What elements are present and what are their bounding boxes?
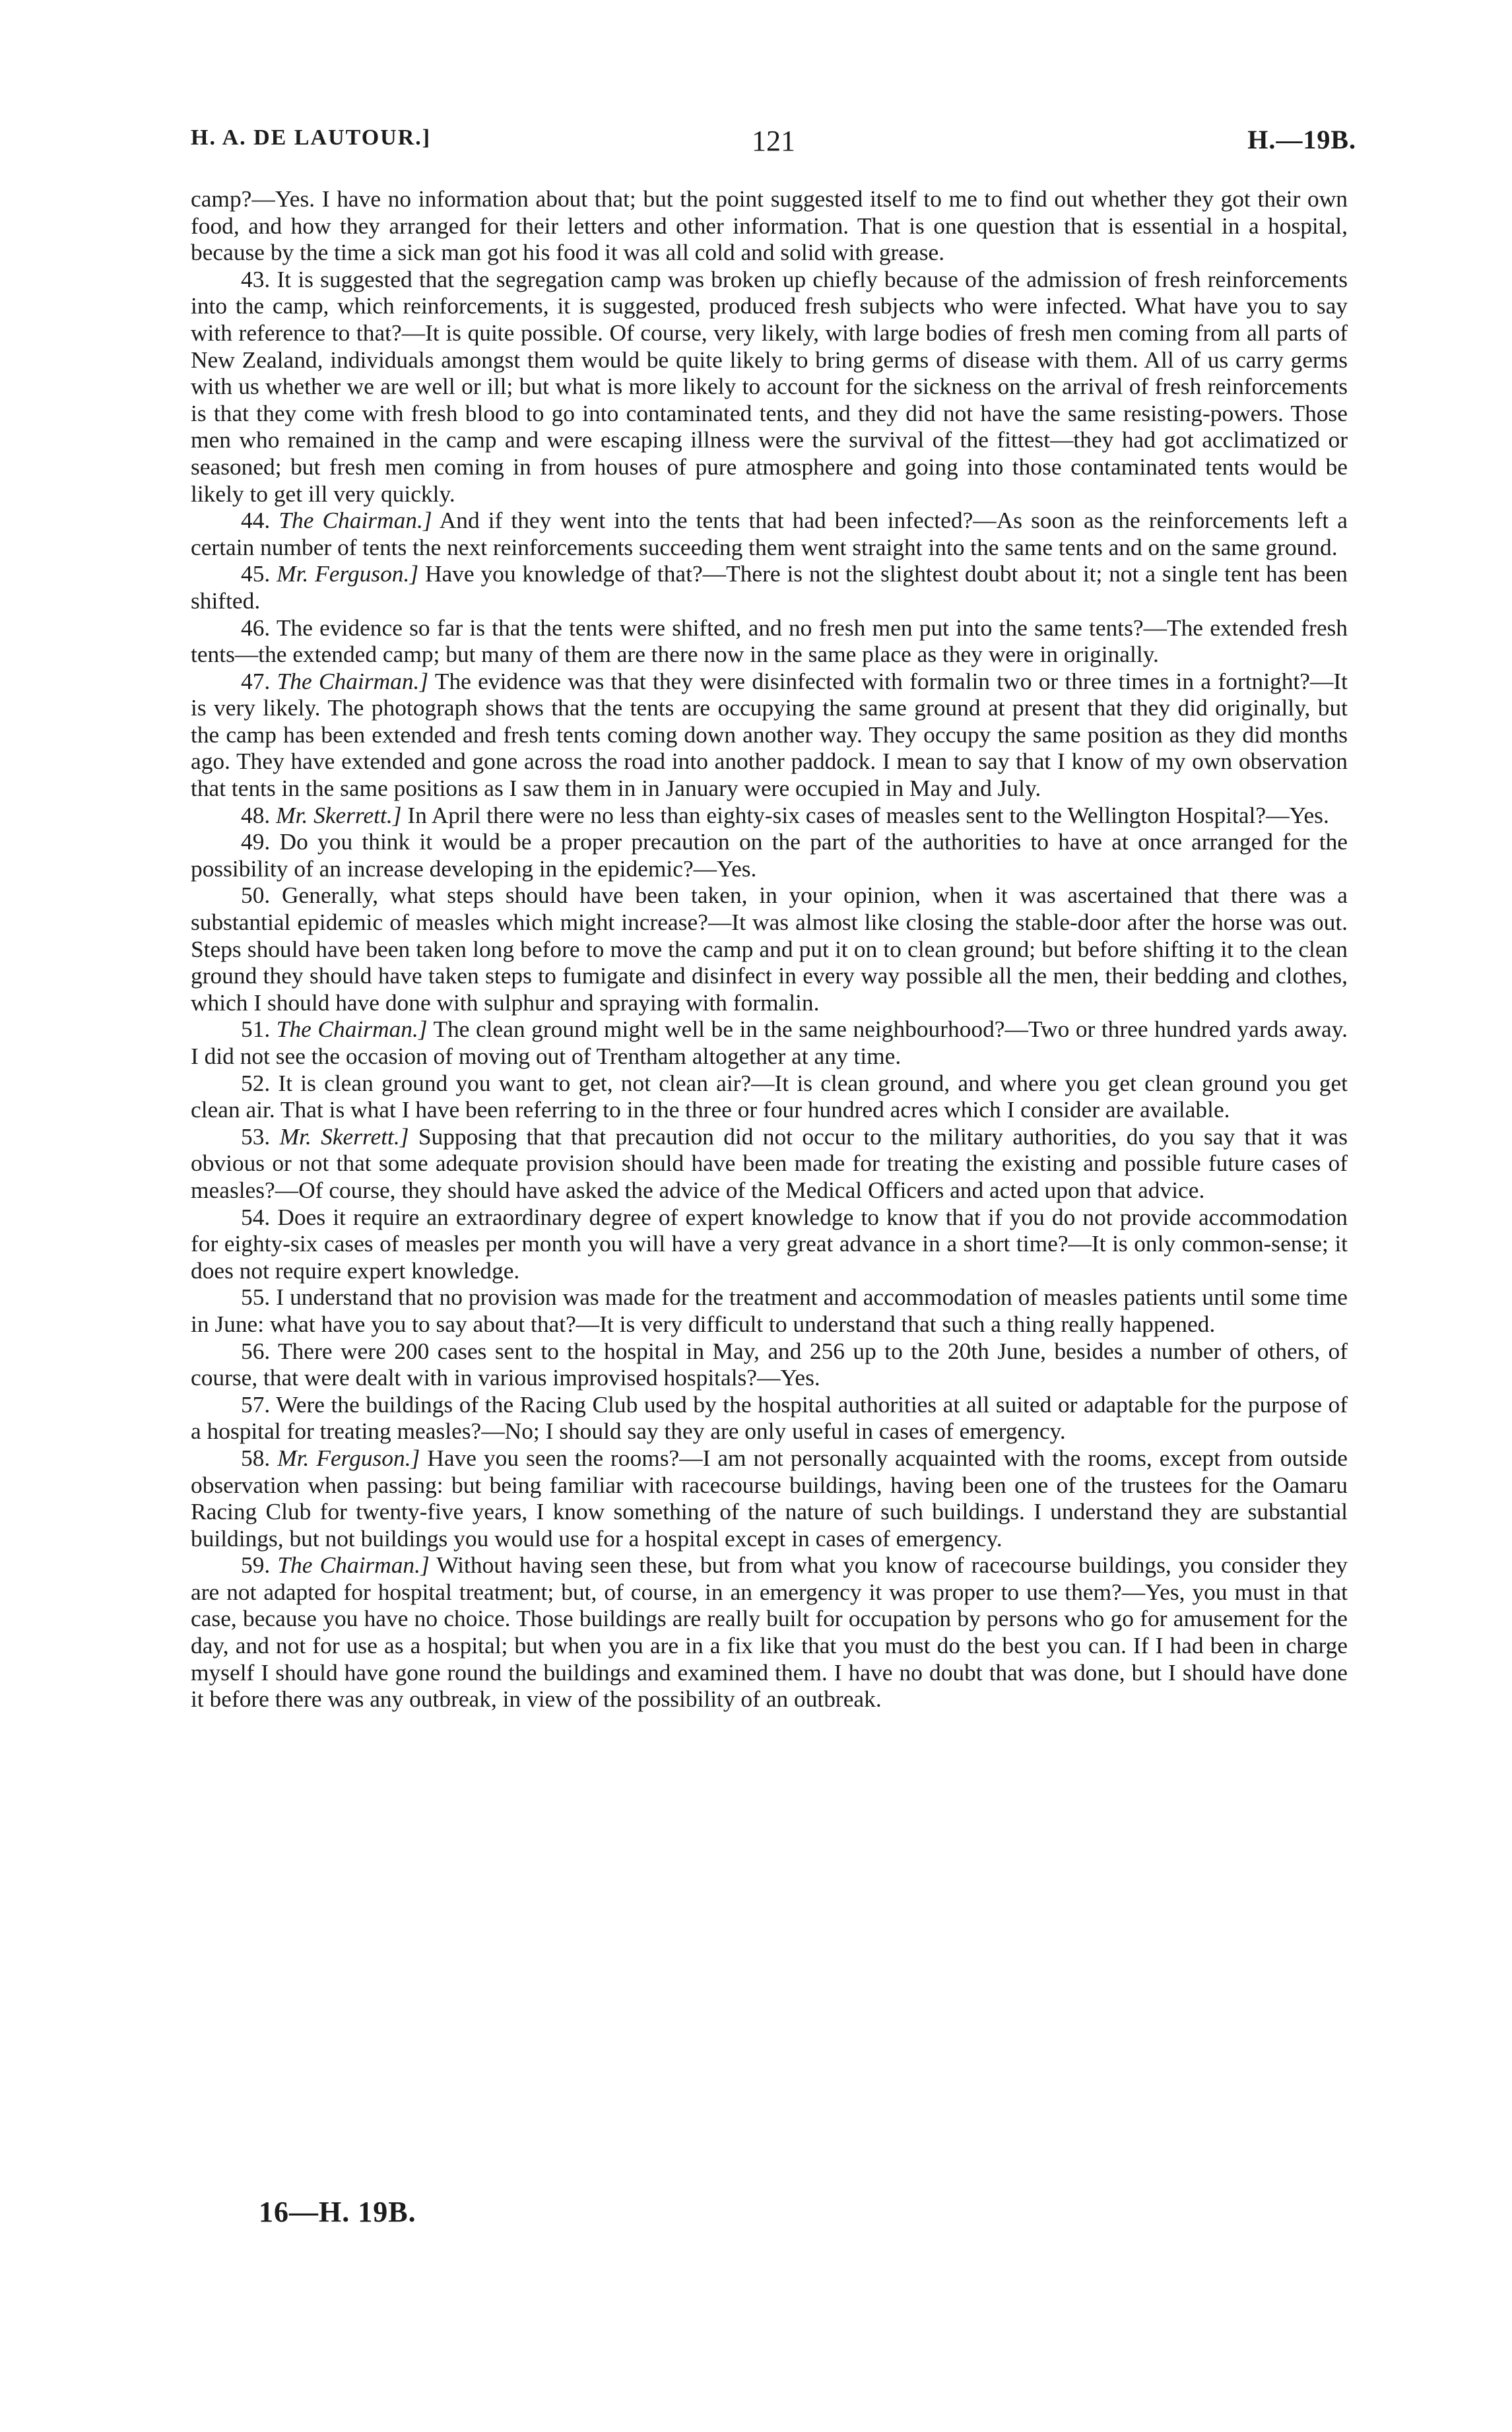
speaker: The Chairman.] bbox=[276, 1016, 428, 1043]
speaker: Mr. Skerrett.] bbox=[276, 801, 402, 828]
paragraph-49: 49. Do you think it would be a proper precaution on the part of the authorities to have at once arranged for the possibility of an increase developing in the epidemic?—Yes. bbox=[191, 828, 1348, 882]
paragraph-48: 48. Mr. Skerrett.] In April there were no less than eighty-six cases of measles sent to the Wellington Hospital?—Yes. bbox=[241, 801, 1329, 828]
paragraph-50: 50. Generally, what steps should have been taken, in your opinion, when it was ascertained that there was a substantial epidemic of measles which might increase?—It was almost like closing the stable-door after the horse was out. Steps should have been taken long before to move the camp and put it on to clean ground; but before shifting it to the clean ground they should have taken steps to fumigate and disinfect in every way possible all the men, their bedding and clothes, which I should have done with sulphur and spraying with formalin. bbox=[191, 882, 1348, 1016]
paragraph-43: 43. It is suggested that the segregation camp was broken up chiefly because of the admission of fresh reinforcements into the camp, which reinforcements, it is suggested, produced fresh subjects who were infected. What have you to say with reference to that?—It is quite possible. Of course, very likely, with large bodies of fresh men coming from all parts of New Zealand, individuals amongst them would be quite likely to bring germs of disease with them. All of us carry germs with us whether we are well or ill; but what is more likely to account for the sickness on the arrival of fresh reinforcements is that they come with fresh blood to go into contaminated tents, and they did not have the same resisting-powers. Those men who remained in the camp and were escaping illness were the survival of the fittest—they had got acclimatized or seasoned; but fresh men coming in from houses of pure atmosphere and going into those contaminated tents would be likely to get ill very quickly. bbox=[191, 265, 1348, 507]
paragraph-45: 45. Mr. Ferguson.] Have you knowledge of that?—There is not the slightest doubt about it; not a single tent has been shifted. bbox=[191, 560, 1348, 614]
paragraph-58: 58. Mr. Ferguson.] Have you seen the rooms?—I am not personally acquainted with the rooms, except from outside observation when passing: but being familiar with racecourse buildings, having been one of the trustees for the Oamaru Racing Club for twenty-five years, I know something of the nature of such buildings. I understand they are substantial buildings, but not buildings you would use for a hospital except in cases of emergency. bbox=[191, 1444, 1348, 1552]
paragraph-52: 52. It is clean ground you want to get, not clean air?—It is clean ground, and where you get clean ground you get clean air. That is what I have been referring to in the three or four hundred acres which I consider are available. bbox=[191, 1069, 1348, 1123]
running-head-witness: H. A. DE LAUTOUR.] bbox=[191, 125, 432, 150]
paragraph-continued: camp?—Yes. I have no information about that; but the point suggested itself to me to find out whether they got their own food, and how they arranged for their letters and other information. That is one question that is essential in a hospital, because by the time a sick man got his food it was all cold and solid with grease. bbox=[191, 185, 1348, 266]
speaker: Mr. Ferguson.] bbox=[277, 1444, 420, 1471]
paragraph-54: 54. Does it require an extraordinary degree of expert knowledge to know that if you do not provide accommodation for eighty-six cases of measles per month you will have a very great advance in a short time?—It is only common-sense; it does not require expert knowledge. bbox=[191, 1203, 1348, 1284]
page-number: 121 bbox=[752, 125, 795, 157]
speaker: The Chairman.] bbox=[279, 507, 432, 534]
paragraph-44: 44. The Chairman.] And if they went into the tents that had been infected?—As soon as the reinforcements left a certain number of tents the next reinforcements succeeding them went straight into the same tents and on the same ground. bbox=[191, 507, 1348, 560]
speaker: The Chairman.] bbox=[277, 1552, 430, 1579]
paragraph-53: 53. Mr. Skerrett.] Supposing that that precaution did not occur to the military authorities, do you say that it was obvious or not that some adequate provision should have been made for treating the existing and possible future cases of measles?—Of course, they should have asked the advice of the Medical Officers and acted upon that advice. bbox=[191, 1123, 1348, 1203]
paragraph-55: 55. I understand that no provision was made for the treatment and accommodation of measles patients until some time in June: what have you to say about that?—It is very difficult to understand that such a thing really happened. bbox=[191, 1284, 1348, 1337]
speaker: The Chairman.] bbox=[277, 667, 429, 694]
speaker: Mr. Skerrett.] bbox=[279, 1123, 409, 1150]
document-reference: H.—19B. bbox=[1247, 125, 1356, 154]
testimony-body bbox=[191, 185, 1348, 1713]
paragraph-46: 46. The evidence so far is that the tents were shifted, and no fresh men put into the same tents?—The extended fresh tents—the extended camp; but many of them are there now in the same place as they were in originally. bbox=[191, 614, 1348, 668]
speaker: Mr. Ferguson.] bbox=[277, 560, 419, 587]
paragraph-47: 47. The Chairman.] The evidence was that they were disinfected with formalin two or three times in a fortnight?—It is very likely. The photograph shows that the tents are occupying the same ground at present that they did originally, but the camp has been extended and fresh tents coming down another way. They occupy the same position as they did months ago. They have extended and gone across the road into another paddock. I mean to say that I know of my own observation that tents in the same positions as I saw them in in January were occupied in May and July. bbox=[191, 667, 1348, 802]
page-header bbox=[191, 124, 1356, 164]
signature-mark: 16—H. 19B. bbox=[259, 2196, 416, 2228]
paragraph-59: 59. The Chairman.] Without having seen these, but from what you know of racecourse buildings, you consider they are not adapted for hospital treatment; but, of course, in an emergency it was proper to use them?—Yes, you must in that case, because you have no choice. Those buildings are really built for occupation by persons who go for amusement for the day, and not for use as a hospital; but when you are in a fix like that you must do the best you can. If I had been in charge myself I should have gone round the buildings and examined them. I have no doubt that was done, but I should have done it before there was any outbreak, in view of the possibility of an outbreak. bbox=[191, 1552, 1348, 1713]
paragraph-57: 57. Were the buildings of the Racing Club used by the hospital authorities at all suited or adaptable for the purpose of a hospital for treating measles?—No; I should say they are only useful in cases of emergency. bbox=[191, 1391, 1348, 1445]
paragraph-51: 51. The Chairman.] The clean ground might well be in the same neighbourhood?—Two or three hundred yards away. I did not see the occasion of moving out of Trentham altogether at any time. bbox=[191, 1016, 1348, 1069]
paragraph-56: 56. There were 200 cases sent to the hospital in May, and 256 up to the 20th June, besides a number of others, of course, that were dealt with in various improvised hospitals?—Yes. bbox=[191, 1337, 1348, 1391]
